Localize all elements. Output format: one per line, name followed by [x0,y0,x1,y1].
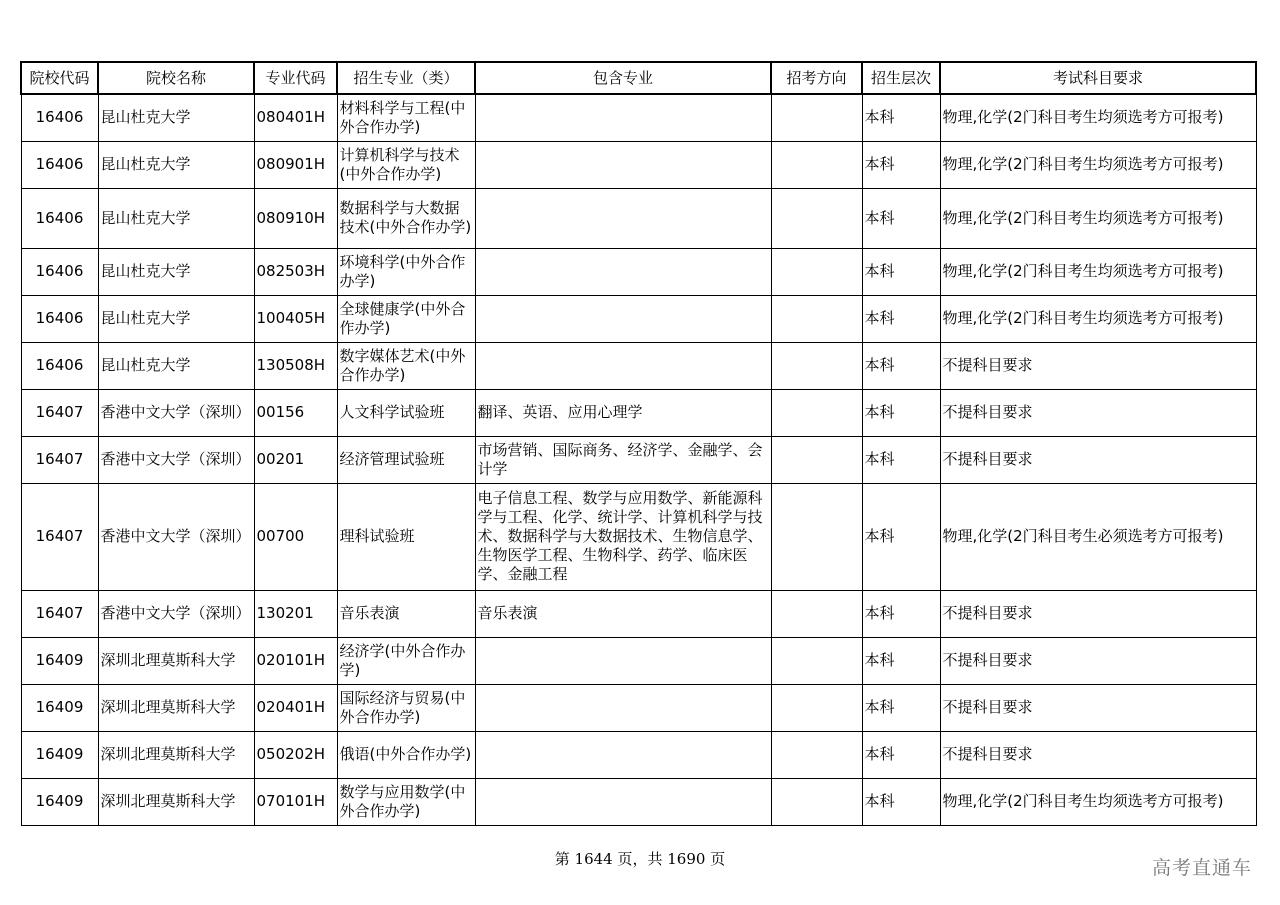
cell-exam-direction [771,590,862,637]
table-row [21,590,1256,637]
cell-major-name: 人文科学试验班 [337,389,475,436]
cell-major-code: 070101H [254,778,337,825]
cell-school-code: 16409 [21,637,98,684]
cell-subject-requirement: 不提科目要求 [940,342,1256,389]
cell-major-name: 理科试验班 [337,483,475,590]
cell-school-name: 香港中文大学（深圳） [98,483,254,590]
cell-major-name: 数字媒体艺术(中外合作办学) [337,342,475,389]
cell-exam-direction [771,141,862,188]
cell-major-name: 数学与应用数学(中外合作办学) [337,778,475,825]
cell-included-majors: 音乐表演 [475,590,771,637]
table-row [21,436,1256,483]
page-number: 第 1644 页，共 1690 页 [554,850,726,868]
table-row [21,141,1256,188]
cell-school-code: 16406 [21,141,98,188]
cell-subject-requirement: 不提科目要求 [940,684,1256,731]
cell-subject-requirement: 不提科目要求 [940,590,1256,637]
cell-major-name: 数据科学与大数据技术(中外合作办学) [337,188,475,248]
cell-school-code: 16409 [21,731,98,778]
cell-school-name: 深圳北理莫斯科大学 [98,684,254,731]
header-included-majors: 包含专业 [475,62,771,94]
cell-major-name: 经济管理试验班 [337,436,475,483]
cell-school-name: 深圳北理莫斯科大学 [98,731,254,778]
table-row [21,248,1256,295]
cell-included-majors [475,637,771,684]
cell-major-code: 130508H [254,342,337,389]
cell-major-code: 080910H [254,188,337,248]
table-header-row [21,62,1256,94]
cell-exam-direction [771,483,862,590]
table-row [21,295,1256,342]
cell-school-name: 昆山杜克大学 [98,141,254,188]
cell-included-majors [475,342,771,389]
cell-level: 本科 [862,141,940,188]
cell-subject-requirement: 物理,化学(2门科目考生均须选考方可报考) [940,295,1256,342]
cell-major-code: 00201 [254,436,337,483]
cell-subject-requirement: 不提科目要求 [940,389,1256,436]
cell-major-name: 计算机科学与技术(中外合作办学) [337,141,475,188]
cell-school-name: 昆山杜克大学 [98,248,254,295]
cell-level: 本科 [862,248,940,295]
cell-level: 本科 [862,731,940,778]
cell-school-code: 16406 [21,188,98,248]
table-row [21,188,1256,248]
cell-major-code: 00156 [254,389,337,436]
cell-major-name: 音乐表演 [337,590,475,637]
cell-exam-direction [771,778,862,825]
cell-school-code: 16409 [21,778,98,825]
cell-subject-requirement: 物理,化学(2门科目考生均须选考方可报考) [940,248,1256,295]
cell-level: 本科 [862,778,940,825]
cell-major-code: 130201 [254,590,337,637]
cell-subject-requirement: 物理,化学(2门科目考生均须选考方可报考) [940,141,1256,188]
cell-exam-direction [771,248,862,295]
cell-major-code: 020101H [254,637,337,684]
cell-subject-requirement: 物理,化学(2门科目考生均须选考方可报考) [940,188,1256,248]
table-row [21,483,1256,590]
cell-major-code: 00700 [254,483,337,590]
cell-level: 本科 [862,684,940,731]
cell-included-majors [475,684,771,731]
cell-level: 本科 [862,590,940,637]
cell-subject-requirement: 不提科目要求 [940,637,1256,684]
cell-major-code: 082503H [254,248,337,295]
cell-major-name: 全球健康学(中外合作办学) [337,295,475,342]
cell-subject-requirement: 物理,化学(2门科目考生均须选考方可报考) [940,778,1256,825]
cell-level: 本科 [862,188,940,248]
table-row [21,778,1256,825]
cell-level: 本科 [862,342,940,389]
cell-school-name: 深圳北理莫斯科大学 [98,637,254,684]
cell-level: 本科 [862,94,940,141]
header-school-name: 院校名称 [98,62,254,94]
cell-subject-requirement: 不提科目要求 [940,436,1256,483]
table-row [21,389,1256,436]
cell-exam-direction [771,295,862,342]
table-body [21,94,1256,825]
cell-exam-direction [771,94,862,141]
admissions-table [20,61,1257,826]
cell-school-code: 16406 [21,342,98,389]
header-level: 招生层次 [862,62,940,94]
cell-exam-direction [771,731,862,778]
cell-school-name: 香港中文大学（深圳） [98,389,254,436]
cell-school-name: 香港中文大学（深圳） [98,436,254,483]
cell-exam-direction [771,188,862,248]
cell-included-majors [475,778,771,825]
cell-level: 本科 [862,295,940,342]
cell-school-name: 昆山杜克大学 [98,188,254,248]
cell-exam-direction [771,389,862,436]
cell-included-majors: 翻译、英语、应用心理学 [475,389,771,436]
cell-exam-direction [771,436,862,483]
cell-level: 本科 [862,483,940,590]
cell-level: 本科 [862,637,940,684]
cell-school-code: 16407 [21,389,98,436]
cell-major-name: 俄语(中外合作办学) [337,731,475,778]
table-row [21,94,1256,141]
cell-included-majors [475,141,771,188]
cell-included-majors [475,731,771,778]
cell-school-name: 香港中文大学（深圳） [98,590,254,637]
cell-school-code: 16407 [21,483,98,590]
cell-school-code: 16407 [21,436,98,483]
table-row [21,731,1256,778]
table-row [21,637,1256,684]
cell-exam-direction [771,637,862,684]
cell-level: 本科 [862,389,940,436]
cell-level: 本科 [862,436,940,483]
cell-school-code: 16406 [21,295,98,342]
cell-school-name: 深圳北理莫斯科大学 [98,778,254,825]
cell-school-code: 16406 [21,94,98,141]
cell-subject-requirement: 物理,化学(2门科目考生必须选考方可报考) [940,483,1256,590]
cell-exam-direction [771,342,862,389]
header-major-category: 招生专业（类） [337,62,475,94]
cell-major-code: 100405H [254,295,337,342]
cell-included-majors: 市场营销、国际商务、经济学、金融学、会计学 [475,436,771,483]
header-subject-requirement: 考试科目要求 [940,62,1256,94]
cell-included-majors [475,295,771,342]
cell-subject-requirement: 物理,化学(2门科目考生均须选考方可报考) [940,94,1256,141]
cell-included-majors: 电子信息工程、数学与应用数学、新能源科学与工程、化学、统计学、计算机科学与技术、数据科学与大数据技术、生物信息学、生物医学工程、生物科学、药学、临床医学、金融工程 [475,483,771,590]
cell-school-code: 16406 [21,248,98,295]
header-major-code: 专业代码 [254,62,337,94]
cell-major-name: 国际经济与贸易(中外合作办学) [337,684,475,731]
cell-major-code: 080401H [254,94,337,141]
cell-school-code: 16407 [21,590,98,637]
cell-major-name: 材料科学与工程(中外合作办学) [337,94,475,141]
cell-school-code: 16409 [21,684,98,731]
header-exam-direction: 招考方向 [771,62,862,94]
cell-school-name: 昆山杜克大学 [98,94,254,141]
header-school-code: 院校代码 [21,62,98,94]
table-row [21,342,1256,389]
cell-major-name: 经济学(中外合作办学) [337,637,475,684]
cell-included-majors [475,248,771,295]
cell-school-name: 昆山杜克大学 [98,295,254,342]
table-row [21,684,1256,731]
watermark-logo-text: 高考直通车 [1151,857,1252,879]
cell-major-code: 080901H [254,141,337,188]
cell-included-majors [475,94,771,141]
cell-major-code: 020401H [254,684,337,731]
cell-school-name: 昆山杜克大学 [98,342,254,389]
cell-exam-direction [771,684,862,731]
cell-subject-requirement: 不提科目要求 [940,731,1256,778]
cell-included-majors [475,188,771,248]
cell-major-code: 050202H [254,731,337,778]
cell-major-name: 环境科学(中外合作办学) [337,248,475,295]
